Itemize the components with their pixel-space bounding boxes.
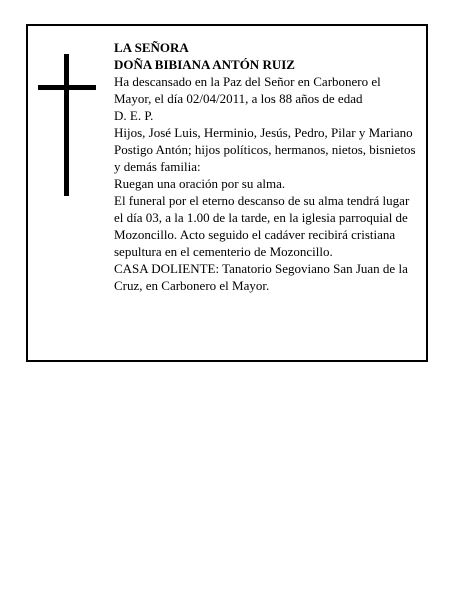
mourning-house: CASA DOLIENTE: Tanatorio Segoviano San Juan de la Cruz, en Carbonero el Mayor. <box>114 261 408 293</box>
rest-statement: Ha descansado en la Paz del Señor en Carbonero el Mayor, el día 02/04/2011, a los 88 años de edad <box>114 74 381 106</box>
heading-title: LA SEÑORA <box>114 40 189 55</box>
deceased-name: DOÑA BIBIANA ANTÓN RUIZ <box>114 57 295 72</box>
cross-horizontal-bar <box>38 85 96 90</box>
cross-vertical-bar <box>64 54 69 196</box>
funeral-details: El funeral por el eterno descanso de su alma tendrá lugar el día 03, a la 1.00 de la tarde, en la iglesia parroquial de Mozoncillo. Acto seguido el cadáver recibirá cristiana sepultura en el cementerio de Mozoncillo. <box>114 193 410 259</box>
rip-abbreviation: D. E. P. <box>114 108 154 123</box>
family-list: Hijos, José Luis, Herminio, Jesús, Pedro, Pilar y Mariano Postigo Antón; hijos políticos, hermanos, nietos, bisnietos y demás familia: <box>114 125 416 174</box>
prayer-request: Ruegan una oración por su alma. <box>114 176 286 191</box>
obituary-text-block <box>114 39 416 294</box>
